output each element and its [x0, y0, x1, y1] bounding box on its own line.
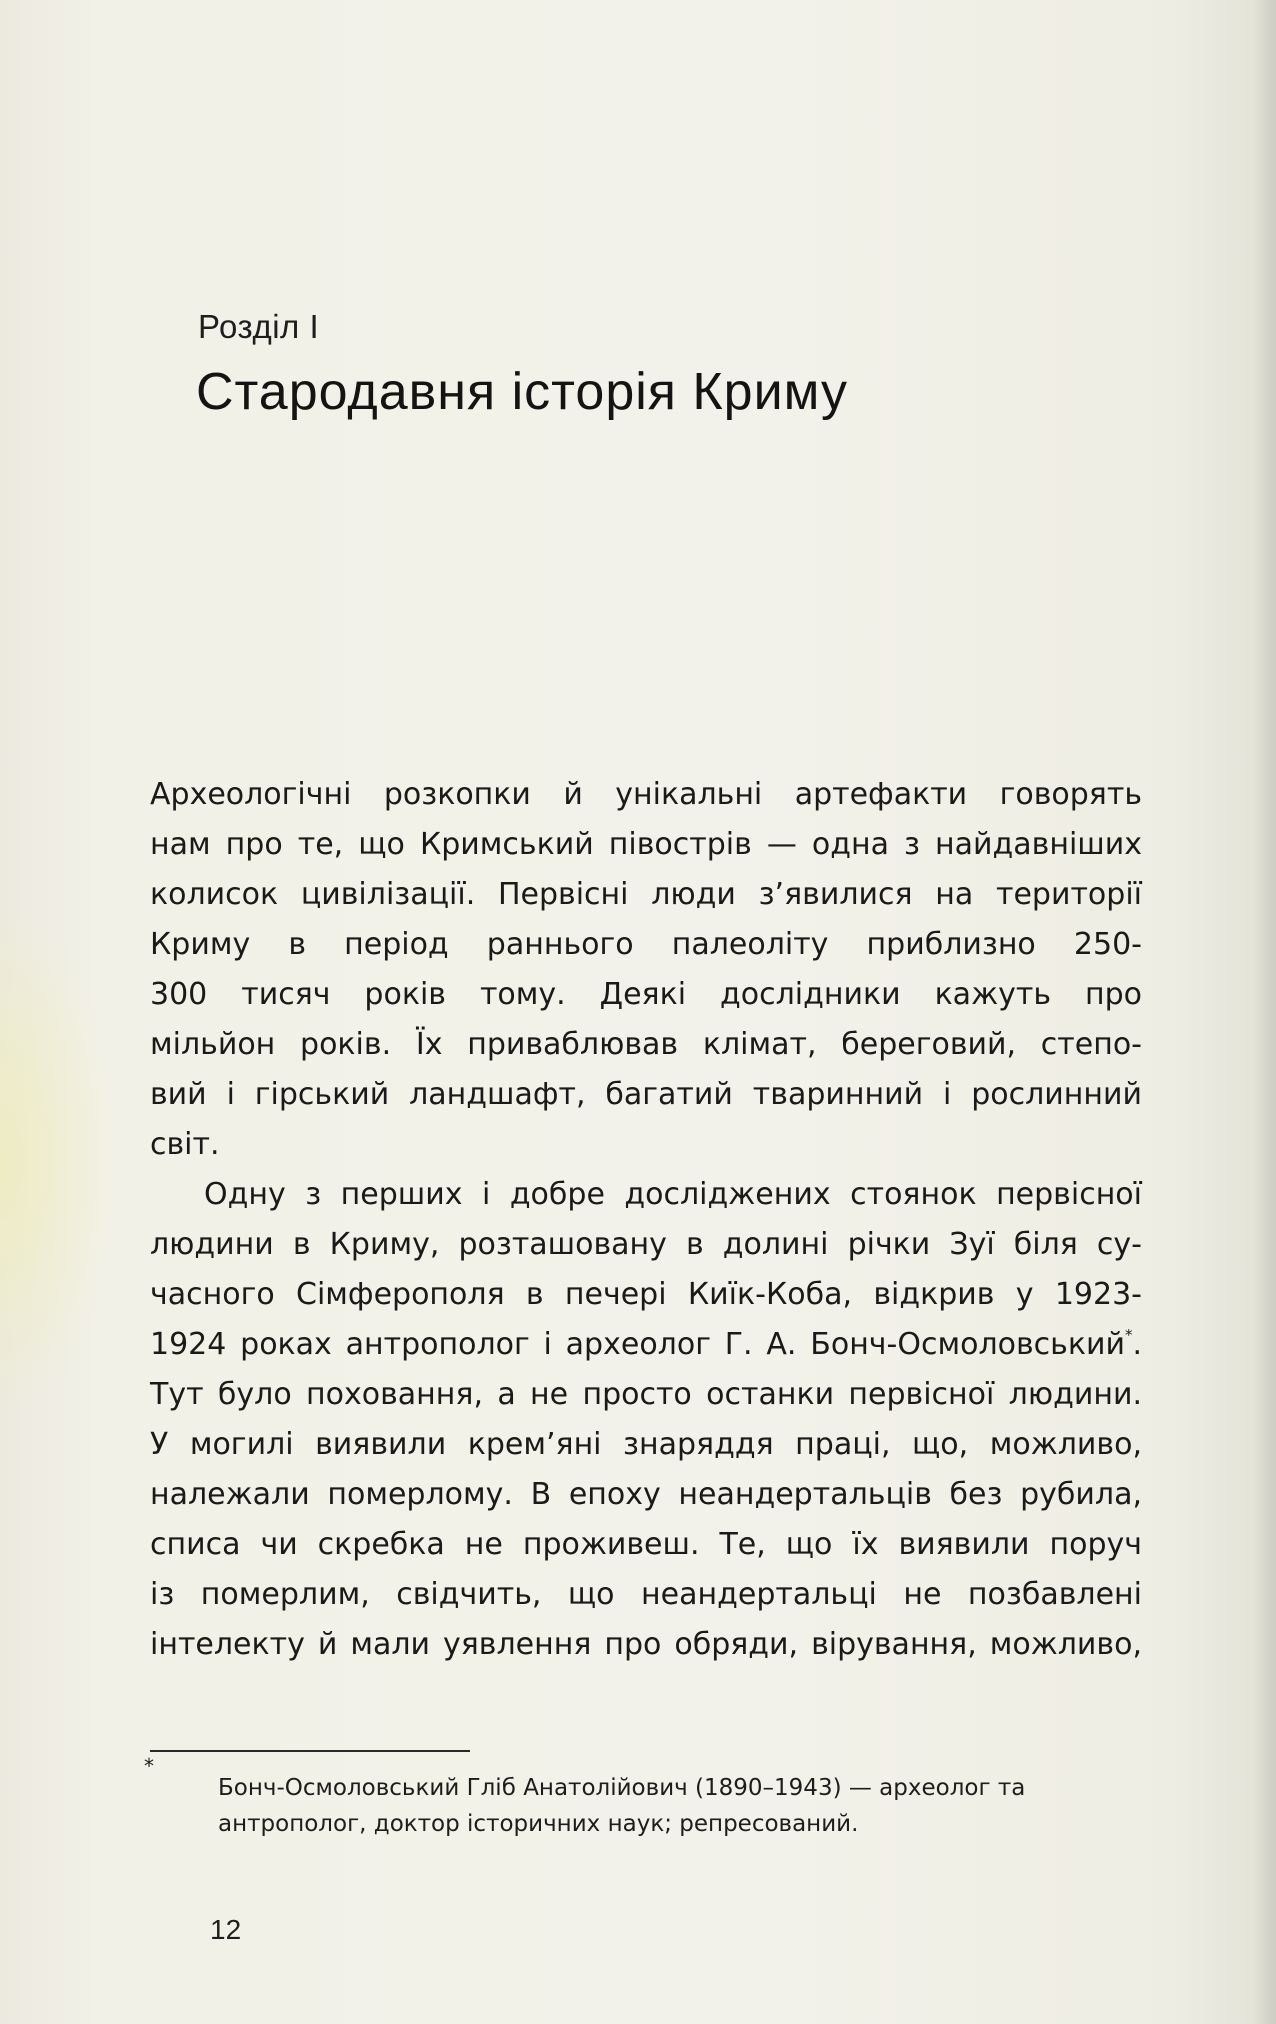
- text-line-with-footnote: [150, 1320, 1142, 1370]
- page-gutter-shadow: [1252, 0, 1276, 2024]
- footnote-reference[interactable]: *: [1124, 1326, 1133, 1344]
- text-line: належали померлому. В епоху неандертальців без рубила,: [150, 1477, 1142, 1512]
- text-line: інтелекту й мали уявлення про обряди, вірування, можливо,: [150, 1627, 1142, 1662]
- chapter-title: Стародавня історія Криму: [196, 363, 848, 421]
- text-line: Одну з перших і добре досліджених стоянок первісної: [204, 1177, 1142, 1212]
- text-line: Криму в період раннього палеоліту приблизно 250-: [150, 927, 1142, 962]
- footnote: [218, 1770, 1148, 1842]
- text-segment: .: [1132, 1327, 1142, 1362]
- text-line: колисок цивілізації. Первісні люди з’явилися на території: [150, 877, 1142, 912]
- text-line: вий і гірський ландшафт, багатий тваринний і рослинний: [150, 1077, 1142, 1112]
- text-segment: 1924 роках антрополог і археолог Г. А. Бонч-Осмоловський: [150, 1327, 1125, 1362]
- page-number: 12: [210, 1914, 242, 1945]
- text-line: із померлим, свідчить, що неандертальці не позбавлені: [150, 1577, 1142, 1612]
- text-line: Тут було поховання, а не просто останки первісної людини.: [150, 1377, 1142, 1412]
- text-line: Археологічні розкопки й унікальні артефакти говорять: [150, 777, 1142, 812]
- text-line: У могилі виявили крем’яні знаряддя праці, що, можливо,: [150, 1427, 1142, 1462]
- chapter-label: Розділ I: [198, 308, 320, 345]
- footnote-line: Бонч-Осмоловський Гліб Анатолійович (1890–1943) — археолог та: [218, 1775, 1026, 1801]
- text-line: людини в Криму, розташовану в долині річки Зуї біля су-: [150, 1227, 1142, 1262]
- text-line: нам про те, що Кримський півострів — одна з найдавніших: [150, 827, 1142, 862]
- footnote-line: антрополог, доктор історичних наук; репресований.: [218, 1811, 859, 1837]
- text-line: часного Сімферополя в печері Киїк-Коба, відкрив у 1923-: [150, 1277, 1142, 1312]
- footnote-divider: [150, 1750, 470, 1752]
- text-line: списа чи скребка не проживеш. Те, що їх виявили поруч: [150, 1527, 1142, 1562]
- text-line: 300 тисяч років тому. Деякі дослідники кажуть про: [150, 977, 1142, 1012]
- footnote-mark: *: [144, 1754, 154, 1778]
- text-line: мільйон років. Їх приваблював клімат, береговий, степо-: [150, 1027, 1142, 1062]
- text-line: світ.: [150, 1127, 220, 1162]
- body-text: [150, 770, 1142, 1670]
